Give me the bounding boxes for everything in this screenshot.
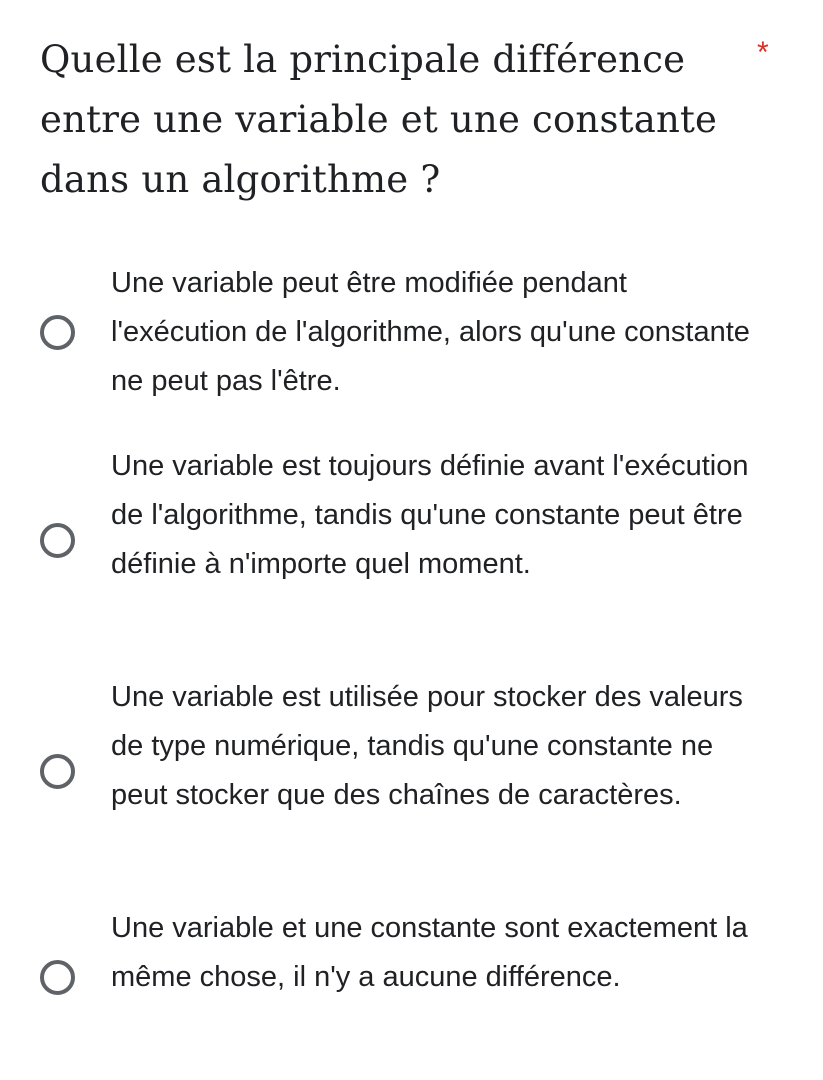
radio-option-label: Une variable est utilisée pour stocker des valeurs de type numérique, tandis qu'une constante ne peut stocker que des chaînes de caractères. <box>111 681 743 811</box>
radio-button-icon[interactable] <box>40 754 75 789</box>
radio-option-label: Une variable est toujours définie avant l'exécution de l'algorithme, tandis qu'une constante peut être définie à n'importe quel moment. <box>111 450 749 580</box>
radio-option-label: Une variable et une constante sont exactement la même chose, il n'y a aucune différence. <box>111 912 748 993</box>
radio-option-4[interactable] <box>0 904 823 1051</box>
radio-option-2[interactable] <box>0 442 823 638</box>
radio-button-icon[interactable] <box>40 960 75 995</box>
radio-button-icon[interactable] <box>40 523 75 558</box>
radio-button-icon[interactable] <box>40 315 75 350</box>
question-title: Quelle est la principale différence entre une variable et une constante dans un algorithme ? <box>40 38 718 201</box>
radio-option-1[interactable] <box>0 259 823 406</box>
radio-option-3[interactable] <box>0 673 823 869</box>
radio-option-label: Une variable peut être modifiée pendant l'exécution de l'algorithme, alors qu'une constante ne peut pas l'être. <box>111 267 750 397</box>
required-asterisk: * <box>757 36 769 69</box>
